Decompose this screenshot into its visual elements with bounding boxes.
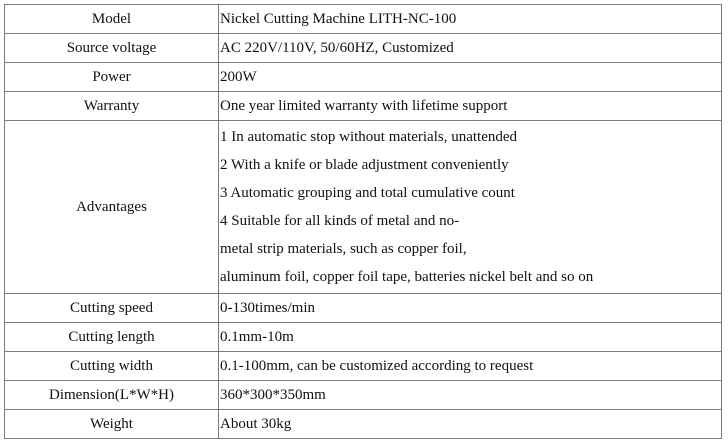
- row-label-model: Model: [5, 5, 219, 34]
- advantage-line: 2 With a knife or blade adjustment conveniently: [220, 157, 509, 173]
- row-label-warranty: Warranty: [5, 92, 219, 121]
- row-label-weight: Weight: [5, 410, 219, 439]
- table-row: [5, 352, 722, 381]
- spec-table: [4, 4, 722, 439]
- table-row: [5, 381, 722, 410]
- table-row: [5, 92, 722, 121]
- table-row: [5, 34, 722, 63]
- row-label-source-voltage: Source voltage: [5, 34, 219, 63]
- advantage-line: 4 Suitable for all kinds of metal and no-: [220, 213, 460, 229]
- row-value-cutting-length: 0.1mm-10m: [219, 323, 722, 352]
- table-row: [5, 5, 722, 34]
- row-value-dimension: 360*300*350mm: [219, 381, 722, 410]
- row-value-warranty: One year limited warranty with lifetime support: [219, 92, 722, 121]
- advantage-line: metal strip materials, such as copper foil,: [220, 241, 467, 257]
- row-value-source-voltage: AC 220V/110V, 50/60HZ, Customized: [219, 34, 722, 63]
- advantage-line: 3 Automatic grouping and total cumulative count: [220, 185, 515, 201]
- row-value-weight: About 30kg: [219, 410, 722, 439]
- table-row: [5, 294, 722, 323]
- row-value-model: Nickel Cutting Machine LITH-NC-100: [219, 5, 722, 34]
- row-label-cutting-width: Cutting width: [5, 352, 219, 381]
- advantage-line: aluminum foil, copper foil tape, batteries nickel belt and so on: [220, 269, 594, 285]
- row-value-cutting-speed: 0-130times/min: [219, 294, 722, 323]
- advantage-line: 1 In automatic stop without materials, unattended: [220, 129, 518, 145]
- row-label-cutting-speed: Cutting speed: [5, 294, 219, 323]
- row-label-power: Power: [5, 63, 219, 92]
- row-value-cutting-width: 0.1-100mm, can be customized according to request: [219, 352, 722, 381]
- table-row: [5, 121, 722, 294]
- row-label-cutting-length: Cutting length: [5, 323, 219, 352]
- row-value-power: 200W: [219, 63, 722, 92]
- table-row: [5, 63, 722, 92]
- row-label-advantages: Advantages: [5, 121, 219, 294]
- row-label-dimension: Dimension(L*W*H): [5, 381, 219, 410]
- row-value-advantages: [219, 121, 722, 294]
- table-row: [5, 323, 722, 352]
- table-row: [5, 410, 722, 439]
